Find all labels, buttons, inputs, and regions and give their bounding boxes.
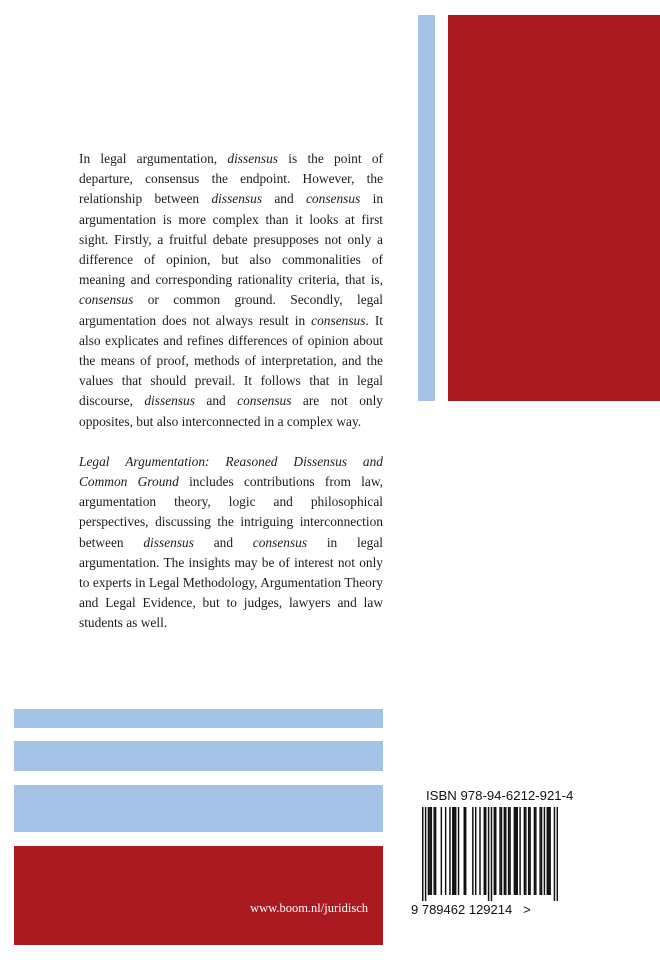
barcode-bar [452, 807, 453, 895]
top-red-block [448, 15, 660, 401]
barcode-bar [548, 807, 549, 895]
barcode-bar [464, 807, 465, 895]
blue-band-3 [14, 785, 383, 832]
blurb-paragraph-2 [79, 452, 383, 634]
barcode-bar [428, 807, 429, 895]
barcode-bar [499, 807, 500, 895]
barcode-bar [494, 807, 495, 895]
barcode-digits [411, 902, 571, 917]
italic-run: dissensus [144, 393, 195, 409]
barcode-bar [516, 807, 517, 895]
barcode-bar [425, 807, 426, 901]
barcode-bar [422, 807, 423, 901]
barcode-bar [445, 807, 446, 895]
italic-run: dissensus [143, 534, 194, 550]
barcode-bar [479, 807, 480, 895]
barcode-bar [441, 807, 442, 895]
isbn-label: ISBN 978-94-6212-921-4 [426, 788, 574, 803]
barcode-bar [528, 807, 529, 895]
bottom-red-block [14, 846, 383, 945]
barcode-bar [514, 807, 515, 895]
text-run: is the point of departure, consensus the endpoint. However, the relationship between [79, 151, 383, 207]
barcode-bar [534, 807, 535, 895]
text-run: or common ground. Secondly, legal argumentation does not always result in [79, 292, 383, 328]
blurb-paragraph-1 [79, 149, 383, 432]
barcode-bar [554, 807, 555, 901]
blue-band-1 [14, 709, 383, 728]
barcode-bar [515, 807, 516, 895]
text-run: . It also explicates and refines differences of opinion about the means of proof, methods of interpretation, and the values that should prevail. It follows that in legal discourse, [79, 312, 384, 409]
italic-run: consensus [79, 292, 134, 308]
isbn-barcode [422, 807, 558, 901]
text-run: includes contributions from law, argumentation theory, logic and philosophical perspectives, discussing the intriguing interconnection between [79, 474, 383, 550]
text-run: and [193, 534, 253, 550]
barcode-bar [431, 807, 432, 895]
barcode-bar [547, 807, 548, 895]
barcode-bar [544, 807, 545, 895]
barcode-bar [491, 807, 492, 901]
barcode-quiet-zone-mark [512, 902, 523, 917]
text-run: in legal argumentation. The insights may be of interest not only to experts in Legal Methodology, Argumentation Theory and Legal Evidence, but to judges, lawyers and law students as well. [79, 534, 384, 631]
barcode-bar [541, 807, 542, 895]
italic-run: dissensus [211, 191, 263, 207]
barcode-bar [485, 807, 486, 895]
italic-run: Legal Argumentation: Reasoned Dissensus and Common Ground [79, 453, 383, 490]
text-run: and [262, 191, 306, 207]
text-run: and [194, 393, 238, 409]
barcode-suffix: > [523, 902, 531, 917]
publisher-website[interactable]: www.boom.nl/juridisch [250, 901, 368, 915]
barcode-bar [501, 807, 502, 895]
barcode-bar [465, 807, 466, 895]
barcode-bar [509, 807, 510, 895]
barcode-bar [455, 807, 456, 895]
barcode-bar [472, 807, 473, 895]
barcode-bar [504, 807, 505, 895]
italic-run: consensus [252, 534, 308, 550]
barcode-bar [449, 807, 450, 895]
barcode-bar [495, 807, 496, 895]
text-run: in argumentation is more complex than it looks at first sight. Firstly, a fruitful debate presupposes not only a difference of opinion, but also commonalities of meaning and corresponding rationality criteria, that is, [79, 191, 384, 288]
barcode-bar [475, 807, 476, 895]
barcode-bar [529, 807, 530, 895]
barcode-bar [549, 807, 550, 895]
italic-run: consensus [305, 191, 361, 207]
barcode-bar [453, 807, 454, 895]
barcode-bar [508, 807, 509, 895]
barcode-bar [484, 807, 485, 895]
italic-run: consensus [237, 393, 292, 409]
blue-band-2 [14, 741, 383, 771]
barcode-bar [535, 807, 536, 895]
text-run: In legal argumentation, [79, 151, 228, 166]
italic-run: dissensus [227, 151, 278, 166]
blurb [79, 149, 383, 654]
barcode-bar [557, 807, 558, 901]
barcode-bar [505, 807, 506, 895]
barcode-bar [488, 807, 489, 901]
barcode-bar [429, 807, 430, 895]
barcode-bar [525, 807, 526, 895]
barcode-bar [539, 807, 540, 895]
barcode-bar [435, 807, 436, 895]
barcode-bar [458, 807, 459, 895]
barcode-bar [519, 807, 520, 895]
barcode-number: 9 789462 129214 [411, 902, 513, 917]
top-blue-stripe [418, 15, 435, 401]
text-run: are not only opposites, but also interconnected in a complex way. [79, 393, 384, 429]
barcode-bar [433, 807, 434, 895]
barcode-bar [524, 807, 525, 895]
italic-run: consensus [311, 312, 366, 328]
